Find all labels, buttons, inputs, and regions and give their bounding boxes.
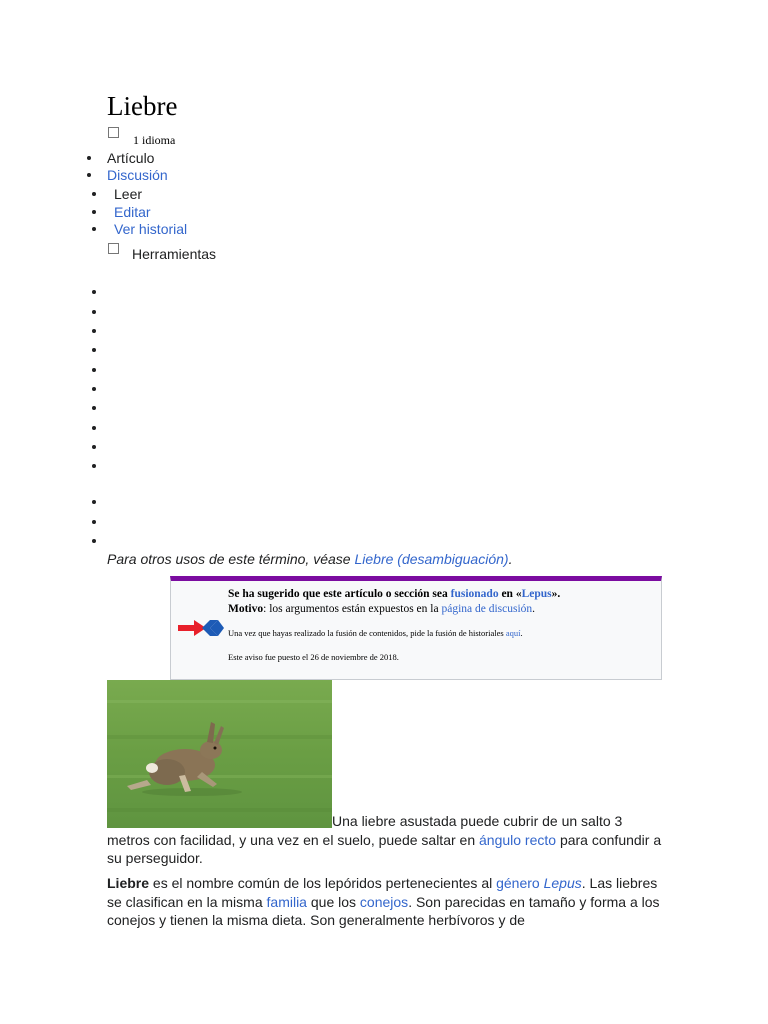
merge-reason-text: : los argumentos están expuestos en la [263,603,442,615]
list-bullet [92,445,96,449]
merge-notice-prefix: Se ha sugerido que este artículo o sección sea [228,588,451,600]
list-bullet [92,387,96,391]
merge-reason-suffix: . [532,603,536,615]
list-bullet [92,368,96,372]
hatnote-text: Para otros usos de este término, véase [107,551,355,567]
language-checkbox-icon[interactable] [108,127,119,138]
merge-target-link[interactable]: Lepus [521,588,552,600]
page-title: Liebre [107,91,178,121]
merge-reason-label: Motivo [228,603,264,615]
lead-text: . Las liebres se clasifican en la misma [107,875,658,910]
rabbits-link[interactable]: conejos [359,893,409,910]
history-merge-link[interactable]: aquí [505,628,521,638]
hare-photo[interactable] [107,680,332,828]
caption-text: Una liebre asustada puede cubrir de un salto 3 metros con facilidad, y una vez en el suelo, puede saltar en [107,813,623,848]
merge-notice-line-3 [228,627,653,639]
list-bullet [92,329,96,333]
lepus-link[interactable]: Lepus [543,875,582,891]
merge-notice-text [228,587,653,663]
list-bullet [92,290,96,294]
genus-link[interactable]: género [496,875,540,891]
family-link[interactable]: familia [266,893,307,910]
list-bullet [92,520,96,524]
list-bullet [92,348,96,352]
merge-notice-middle: en « [498,588,522,600]
lead-text: que los [306,893,360,910]
image-caption [107,812,667,868]
merge-notice-date: Este aviso fue puesto el 26 de noviembre de 2018. [228,652,399,662]
hare-image [107,680,332,828]
language-count-label[interactable]: 1 idioma [133,133,176,147]
caption-text-end: para confundir a su perseguidor. [107,831,662,866]
tab-history[interactable]: Ver historial [114,221,188,237]
tab-discussion[interactable]: Discusión [107,167,168,183]
tab-read[interactable]: Leer [114,186,143,202]
right-angle-link[interactable]: ángulo recto [479,831,557,848]
tools-label[interactable]: Herramientas [132,246,217,262]
tab-article[interactable]: Artículo [107,150,155,166]
merge-notice-line-1 [228,587,653,602]
list-bullet [92,310,96,314]
merge-arrows-icon [178,617,224,639]
hatnote-disambiguation-link[interactable]: Liebre (desambiguación) [354,551,509,567]
lead-paragraph [107,874,667,930]
merge-notice-line-2 [228,602,653,617]
list-bullet [92,406,96,410]
list-bullet [92,500,96,504]
lead-text: . Son parecidas en tamaño y forma a los conejos y tienen la misma dieta. Son generalmente herbívoros y de [107,893,660,928]
discussion-page-link[interactable]: página de discusión [441,603,533,615]
history-merge-suffix: . [520,628,523,638]
hatnote [107,550,512,568]
merge-notice-box [170,576,662,680]
list-bullet [92,539,96,543]
history-merge-text: Una vez que hayas realizado la fusión de contenidos, pide la fusión de historiales [228,628,506,638]
hatnote-period: . [508,551,513,567]
lead-bold-term: Liebre [107,875,150,891]
tab-edit[interactable]: Editar [114,204,151,220]
tools-checkbox-icon[interactable] [108,243,119,254]
list-bullet [92,426,96,430]
merge-link[interactable]: fusionado [450,588,499,600]
list-bullet [92,464,96,468]
lead-text: es el nombre común de los lepóridos pertenecientes al [149,875,497,891]
merge-notice-suffix: ». [551,588,561,600]
